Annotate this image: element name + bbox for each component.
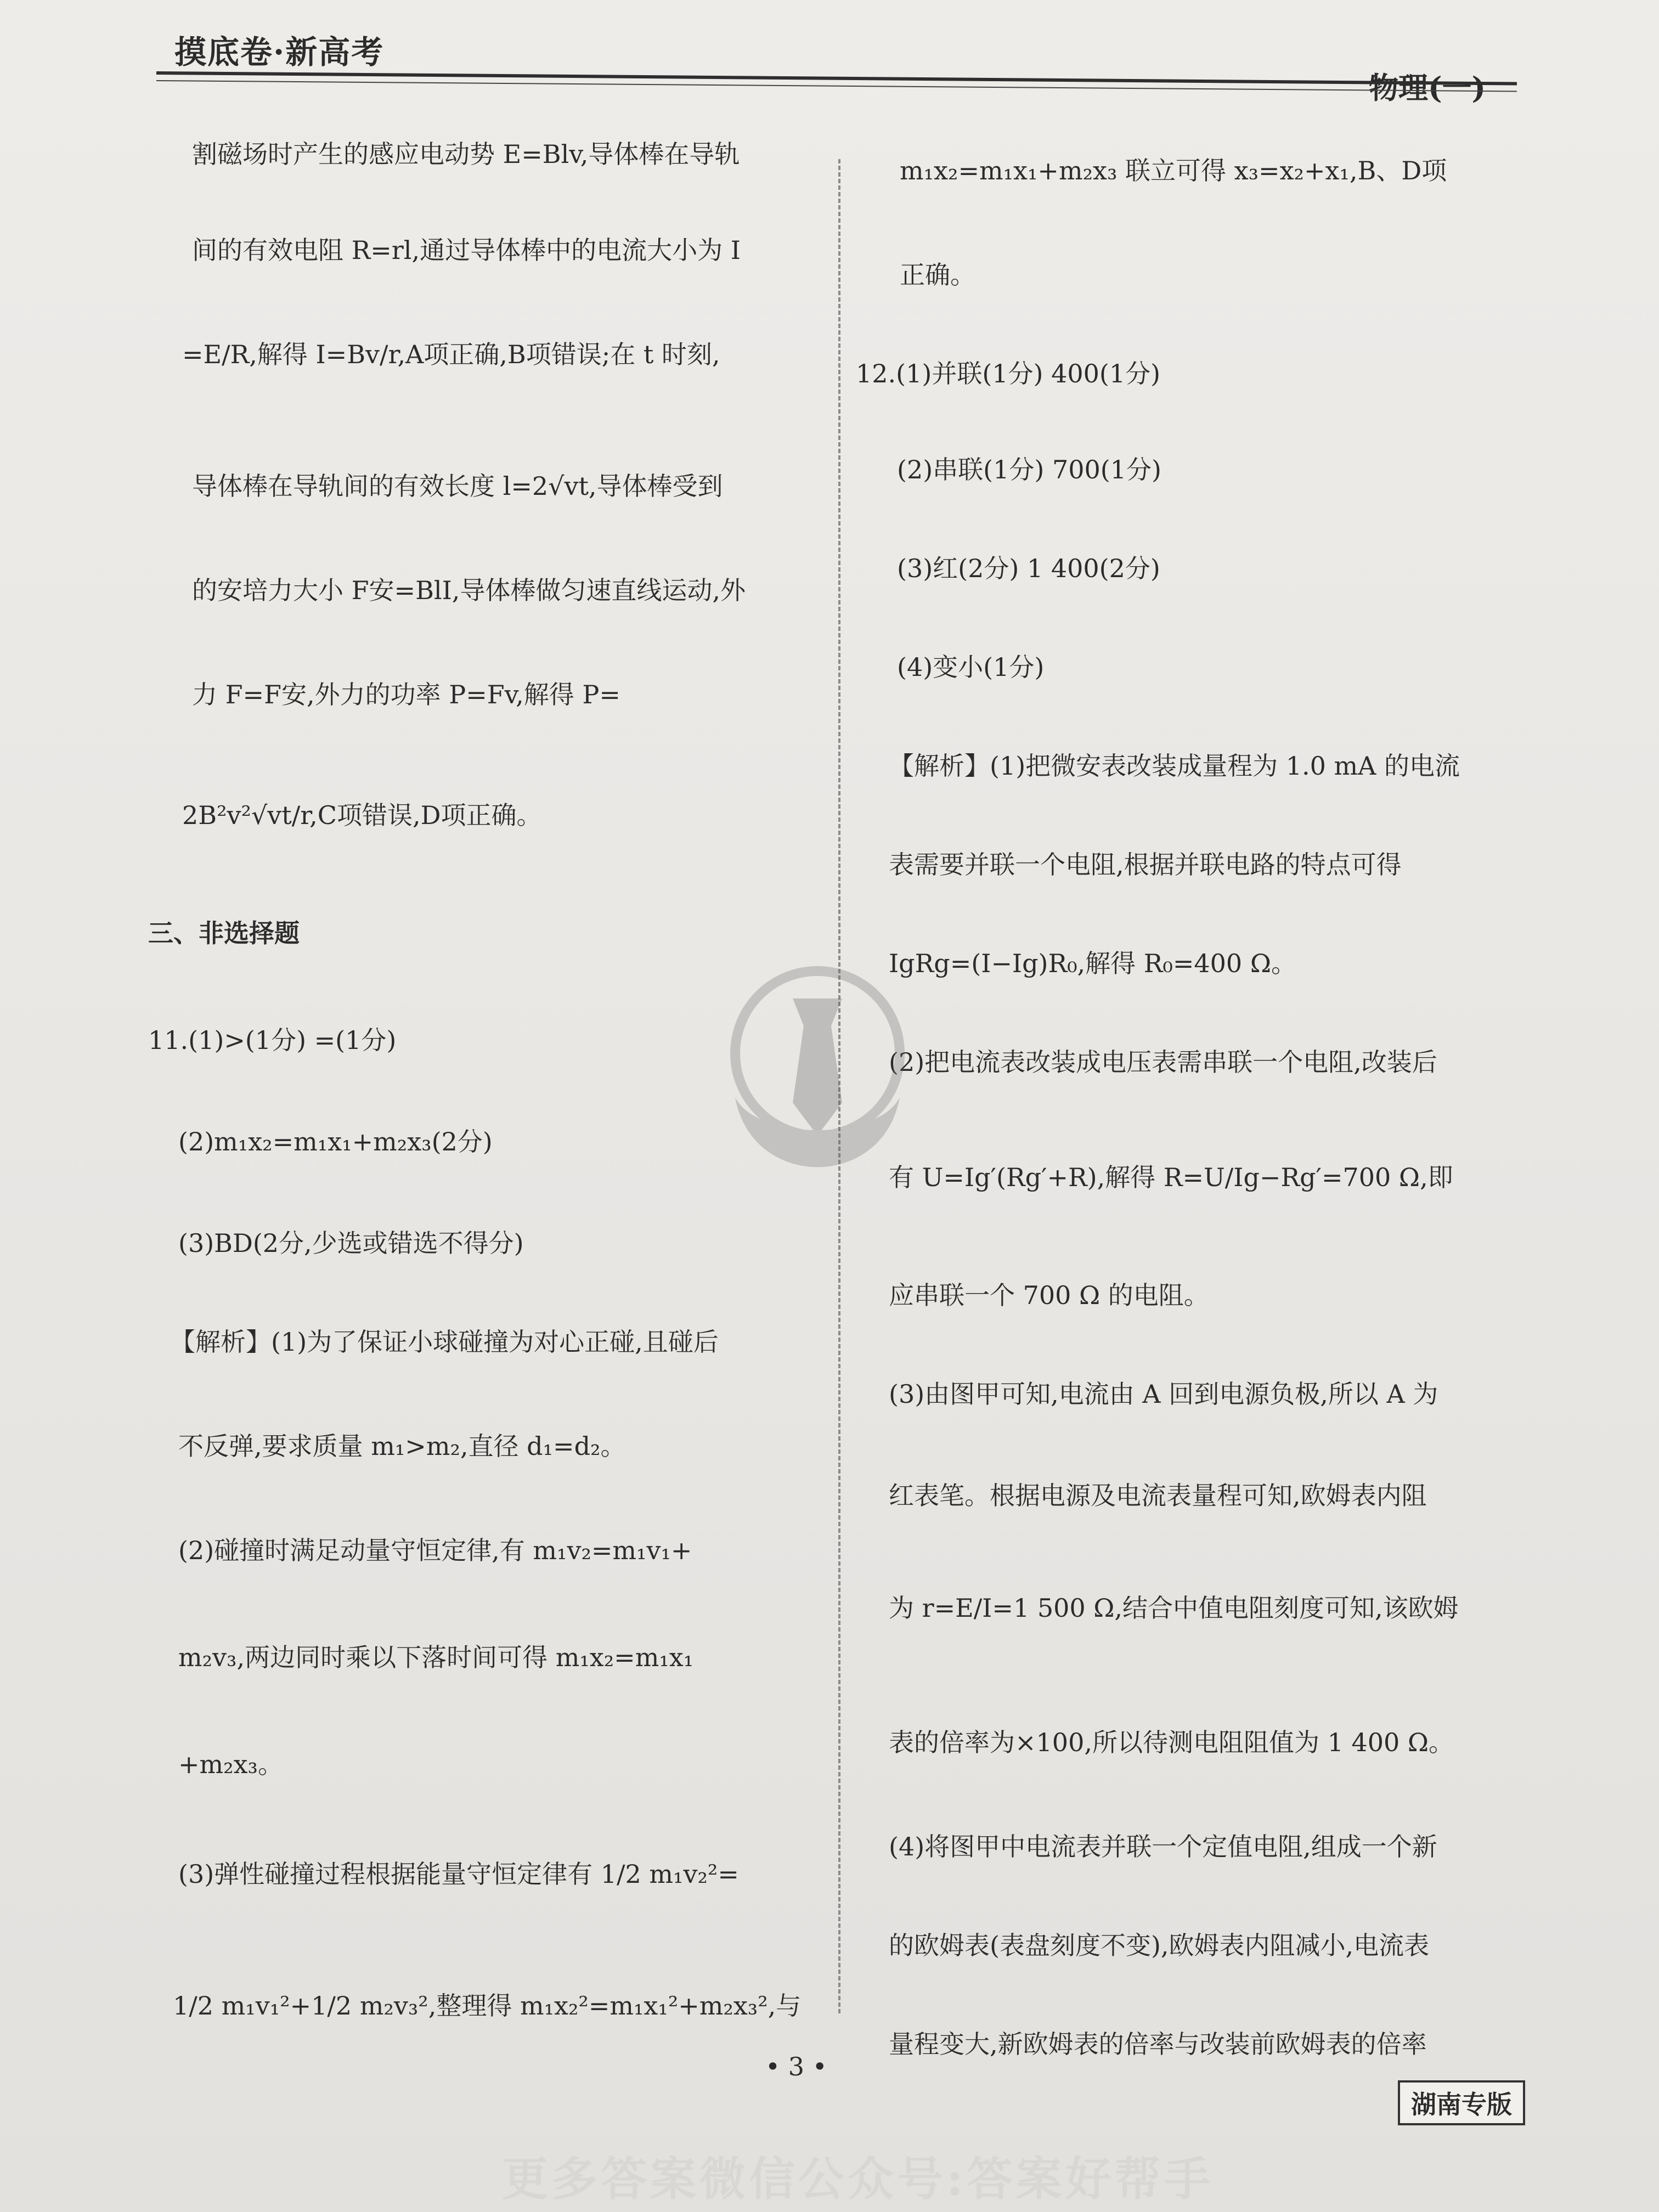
analysis-line: 不反弹,要求质量 m₁>m₂,直径 d₁=d₂。 <box>178 1431 626 1461</box>
analysis-line: 【解析】(1)把微安表改装成量程为 1.0 mA 的电流 <box>889 751 1460 781</box>
text-line: 间的有效电阻 R=rl,通过导体棒中的电流大小为 I <box>192 235 741 265</box>
text-line: 2B²v²√vt/r,C项错误,D项正确。 <box>182 800 542 830</box>
answer-line: (4)变小(1分) <box>897 652 1045 682</box>
header-rule <box>156 71 1517 85</box>
analysis-line: 表需要并联一个电阻,根据并联电路的特点可得 <box>889 850 1402 879</box>
edition-badge: 湖南专版 <box>1398 2080 1525 2125</box>
analysis-line: 红表笔。根据电源及电流表量程可知,欧姆表内阻 <box>889 1481 1427 1510</box>
analysis-line: 有 U=Ig′(Rg′+R),解得 R=U/Ig−Rg′=700 Ω,即 <box>889 1163 1453 1192</box>
answer-line: 11.(1)>(1分) =(1分) <box>148 1025 397 1055</box>
series-title: 摸底卷·新高考 <box>174 33 385 71</box>
page-number: • 3 • <box>765 2052 827 2081</box>
analysis-line: (2)碰撞时满足动量守恒定律,有 m₁v₂=m₁v₁+ <box>178 1536 692 1565</box>
text-line: =E/R,解得 I=Bv/r,A项正确,B项错误;在 t 时刻, <box>182 340 720 369</box>
analysis-line: 1/2 m₁v₁²+1/2 m₂v₃²,整理得 m₁x₂²=m₁x₁²+m₂x₃²,与 <box>173 1991 802 2021</box>
analysis-line: 【解析】(1)为了保证小球碰撞为对心正碰,且碰后 <box>170 1327 719 1357</box>
text-line: 正确。 <box>900 260 975 290</box>
analysis-line: IgRg=(I−Ig)R₀,解得 R₀=400 Ω。 <box>889 949 1296 978</box>
analysis-line: 应串联一个 700 Ω 的电阻。 <box>889 1280 1209 1310</box>
analysis-line: 表的倍率为×100,所以待测电阻阻值为 1 400 Ω。 <box>889 1728 1454 1757</box>
analysis-line: (2)把电流表改装成电压表需串联一个电阻,改装后 <box>889 1047 1437 1077</box>
analysis-line: 的欧姆表(表盘刻度不变),欧姆表内阻减小,电流表 <box>889 1931 1430 1960</box>
text-line: 力 F=F安,外力的功率 P=Fv,解得 P= <box>192 680 620 709</box>
watermark-logo-icon <box>713 960 922 1212</box>
analysis-line: +m₂x₃。 <box>178 1750 283 1779</box>
answer-line: 12.(1)并联(1分) 400(1分) <box>856 359 1161 388</box>
subject-title: 物理(一) <box>1369 70 1486 105</box>
analysis-line: (3)由图甲可知,电流由 A 回到电源负极,所以 A 为 <box>889 1379 1438 1409</box>
text-line: m₁x₂=m₁x₁+m₂x₃ 联立可得 x₃=x₂+x₁,B、D项 <box>900 156 1447 185</box>
answer-line: (3)BD(2分,少选或错选不得分) <box>178 1228 524 1258</box>
text-line: 导体棒在导轨间的有效长度 l=2√vt,导体棒受到 <box>192 471 723 501</box>
answer-line: (2)串联(1分) 700(1分) <box>897 455 1161 484</box>
text-line: 割磁场时产生的感应电动势 E=Blv,导体棒在导轨 <box>192 139 740 169</box>
footer-watermark-text: 更多答案微信公众号:答案好帮手 <box>502 2152 1214 2206</box>
analysis-line: (3)弹性碰撞过程根据能量守恒定律有 1/2 m₁v₂²= <box>178 1859 739 1889</box>
section-heading: 三、非选择题 <box>148 918 300 948</box>
answer-line: (2)m₁x₂=m₁x₁+m₂x₃(2分) <box>178 1127 493 1156</box>
answer-line: (3)红(2分) 1 400(2分) <box>897 554 1160 583</box>
analysis-line: m₂v₃,两边同时乘以下落时间可得 m₁x₂=m₁x₁ <box>178 1643 694 1672</box>
analysis-line: 为 r=E/I=1 500 Ω,结合中值电阻刻度可知,该欧姆 <box>889 1593 1459 1623</box>
text-line: 的安培力大小 F安=BlI,导体棒做匀速直线运动,外 <box>192 575 746 605</box>
analysis-line: (4)将图甲中电流表并联一个定值电阻,组成一个新 <box>889 1832 1437 1861</box>
analysis-line: 量程变大,新欧姆表的倍率与改装前欧姆表的倍率 <box>889 2029 1427 2059</box>
